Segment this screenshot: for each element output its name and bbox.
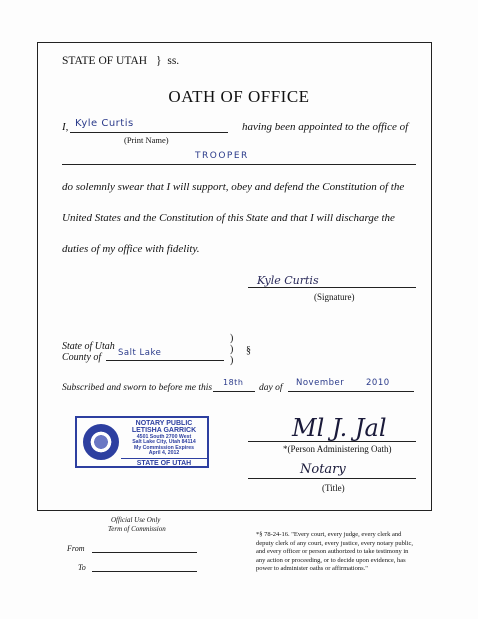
sworn-text: Subscribed and sworn to before me this xyxy=(62,383,213,393)
administrator-line xyxy=(248,441,416,442)
administrator-signature: Ml J. Jal xyxy=(292,414,387,442)
venue-county-label: County of xyxy=(62,352,102,363)
stamp-line-4: Salt Lake City, Utah 84114 xyxy=(132,439,196,446)
title-line xyxy=(248,478,416,479)
state-brace: } xyxy=(155,55,162,67)
administrator-label: *(Person Administering Oath) xyxy=(283,444,392,454)
state-header xyxy=(62,55,179,67)
office-value: TROOPER xyxy=(195,151,249,161)
term-of-commission-label: Term of Commission xyxy=(108,525,166,533)
stamp-line-5: My Commission Expires xyxy=(134,444,194,451)
from-line xyxy=(92,552,197,553)
statute-line-4: any action or proceeding, or to decide upon evidence, has xyxy=(256,556,406,564)
appointee-name-line xyxy=(70,132,228,133)
stamp-line-1: NOTARY PUBLIC xyxy=(135,420,193,427)
state-seal-icon xyxy=(83,424,119,460)
administrator-title: Notary xyxy=(300,462,346,477)
signature-label: (Signature) xyxy=(314,292,355,302)
office-line xyxy=(62,164,416,165)
statute-line-5: power to administer oaths or affirmations." xyxy=(256,565,368,572)
venue-county-value: Salt Lake xyxy=(118,348,162,358)
county-line xyxy=(106,360,224,361)
sworn-day-of: day of xyxy=(259,383,283,393)
statute-text xyxy=(256,531,413,574)
title-label: (Title) xyxy=(322,483,345,493)
appointee-prefix: I, xyxy=(62,121,69,133)
venue-state: State of Utah xyxy=(62,341,115,352)
oath-line-2: United States and the Constitution of this State and that I will discharge the xyxy=(62,212,395,224)
day-line xyxy=(213,391,255,392)
state-label: STATE OF UTAH xyxy=(62,55,148,67)
document-title: OATH OF OFFICE xyxy=(168,87,310,106)
sworn-month: November xyxy=(296,378,345,388)
oath-line-1: do solemnly swear that I will support, obey and defend the Constitution of the xyxy=(62,181,405,193)
stamp-line-7: STATE OF UTAH xyxy=(121,458,207,467)
print-name-label: (Print Name) xyxy=(124,135,169,145)
statute-line-1: *§ 78-24-16. "Every court, every judge, every clerk and xyxy=(256,531,402,538)
ss-label: ss. xyxy=(167,55,180,67)
sworn-day: 18th xyxy=(223,378,244,387)
signature-line xyxy=(248,287,416,288)
notary-stamp-text xyxy=(121,420,207,467)
section-symbol: § xyxy=(246,345,251,356)
stamp-line-2: LETISHA GARRICK xyxy=(131,427,197,435)
stamp-line-6: April 4, 2012 xyxy=(148,450,180,457)
from-label: From xyxy=(67,544,85,553)
venue-bracket: ) ) ) xyxy=(230,333,234,366)
statute-line-3: and every officer or person authorized to take testimony in xyxy=(256,548,409,555)
sworn-year: 2010 xyxy=(366,378,390,388)
stamp-line-3: 4501 South 2700 West xyxy=(136,433,192,440)
appointee-name: Kyle Curtis xyxy=(75,118,134,129)
appointee-suffix: having been appointed to the office of xyxy=(242,121,409,133)
official-use-label: Official Use Only xyxy=(111,516,161,524)
statute-line-2: deputy clerk of any court, every justice, every notary public, xyxy=(256,539,414,547)
oath-line-3: duties of my office with fidelity. xyxy=(62,243,200,255)
month-year-line xyxy=(288,391,414,392)
to-label: To xyxy=(78,563,86,572)
notary-stamp xyxy=(75,416,209,468)
appointee-signature: Kyle Curtis xyxy=(257,274,319,287)
to-line xyxy=(92,571,197,572)
